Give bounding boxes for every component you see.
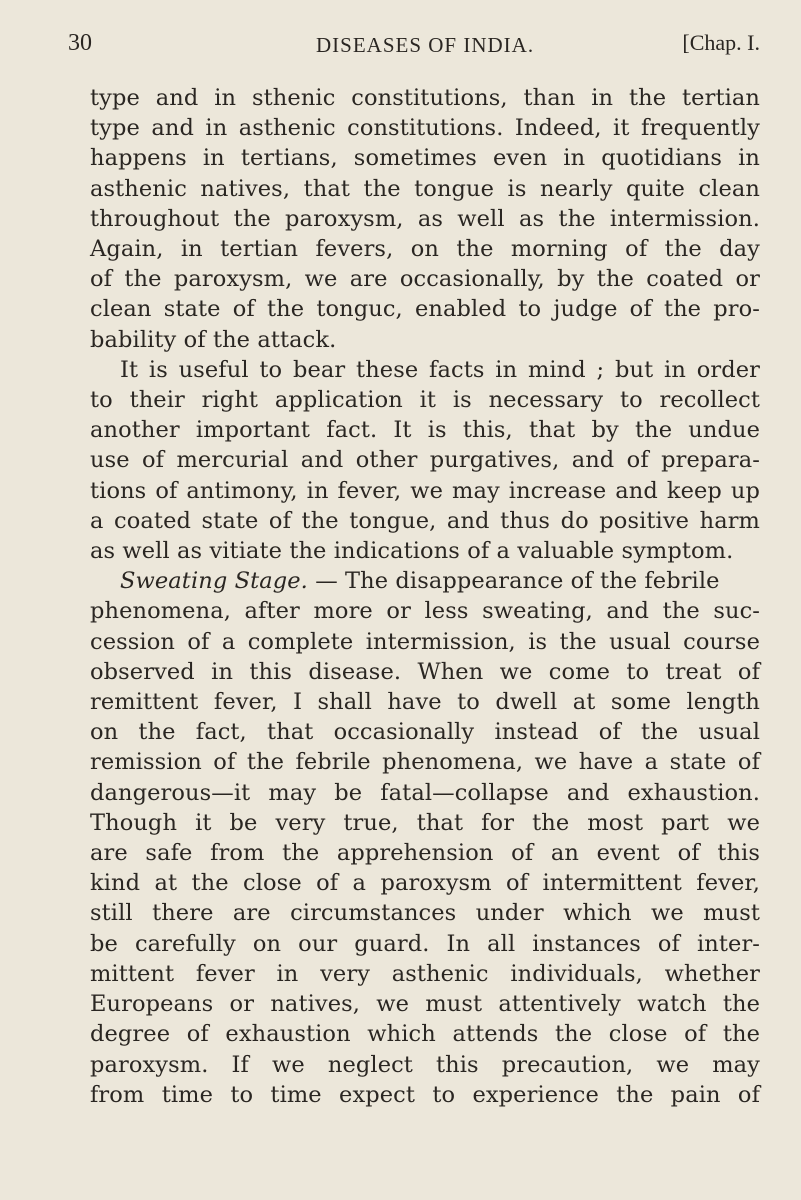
- text-line: bability of the attack.: [90, 326, 337, 353]
- chapter-reference: [Chap. I.: [682, 30, 760, 55]
- body-text: [90, 83, 760, 1110]
- text-line: kind at the close of a paroxysm of intermittent fever,: [90, 870, 760, 897]
- text-line: paroxysm. If we neglect this precaution, we may: [90, 1051, 760, 1078]
- text-line: tions of antimony, in fever, we may increase and keep up: [90, 477, 760, 504]
- text-line: type and in sthenic constitutions, than in the tertian: [90, 85, 760, 111]
- text-line: type and in asthenic constitutions. Indeed, it frequently: [90, 115, 760, 142]
- text-line: degree of exhaustion which attends the close of the: [90, 1021, 760, 1048]
- section-heading: Sweating Stage.: [120, 568, 308, 595]
- text-line: happens in tertians, sometimes even in quotidians in: [90, 145, 760, 172]
- text-line: another important fact. It is this, that by the undue: [90, 417, 760, 444]
- text-line: on the fact, that occasionally instead of the usual: [90, 719, 760, 746]
- text-line: [90, 566, 760, 596]
- text-line: as well as vitiate the indications of a valuable symptom.: [90, 538, 734, 565]
- text-line: clean state of the tonguc, enabled to judge of the pro-: [90, 296, 760, 323]
- text-line: to their right application it is necessary to recollect: [90, 387, 760, 414]
- text-line-rest: — The disappearance of the febrile: [307, 568, 720, 595]
- text-line: still there are circumstances under which we must: [90, 900, 760, 927]
- text-line: be carefully on our guard. In all instances of inter-: [90, 930, 760, 957]
- text-line: of the paroxysm, we are occasionally, by the coated or: [90, 266, 760, 293]
- text-line: remission of the febrile phenomena, we have a state of: [90, 749, 760, 776]
- text-line: cession of a complete intermission, is the usual course: [90, 628, 760, 655]
- text-line: phenomena, after more or less sweating, and the suc-: [90, 598, 760, 625]
- text-line: mittent fever in very asthenic individuals, whether: [90, 960, 760, 987]
- page-header: [68, 30, 760, 64]
- text-line: Europeans or natives, we must attentively watch the: [90, 991, 760, 1018]
- text-line: observed in this disease. When we come to treat of: [90, 658, 760, 685]
- page-number: 30: [68, 30, 92, 56]
- text-line: It is useful to bear these facts in mind ; but in order: [120, 356, 760, 383]
- text-line: dangerous—it may be fatal—collapse and exhaustion.: [90, 779, 760, 806]
- text-line: are safe from the apprehension of an event of this: [90, 840, 760, 867]
- text-line: a coated state of the tongue, and thus do positive harm: [90, 507, 760, 534]
- text-line: asthenic natives, that the tongue is nearly quite clean: [90, 175, 760, 202]
- text-line: throughout the paroxysm, as well as the intermission.: [90, 205, 760, 232]
- text-line: use of mercurial and other purgatives, and of prepara-: [90, 447, 760, 474]
- text-line: Though it be very true, that for the most part we: [90, 809, 760, 836]
- text-line: remittent fever, I shall have to dwell at some length: [90, 689, 760, 716]
- text-line: from time to time expect to experience the pain of: [90, 1081, 760, 1108]
- running-title: DISEASES OF INDIA.: [316, 33, 535, 57]
- text-line: Again, in tertian fevers, on the morning of the day: [90, 236, 760, 263]
